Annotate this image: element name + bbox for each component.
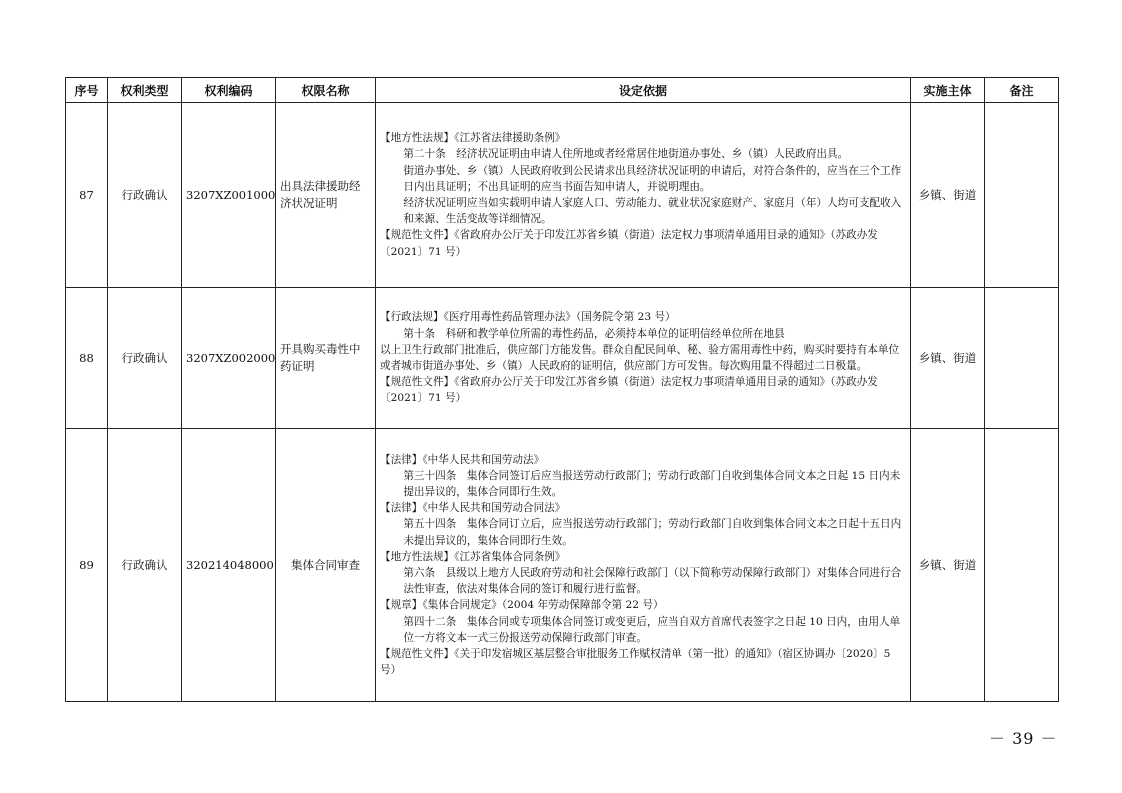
- basis-line: 【规范性文件】《关于印发宿城区基层整合审批服务工作赋权清单（第一批）的通知》（宿区协调办〔2020〕5 号）: [380, 648, 891, 677]
- basis-line: 第三十四条 集体合同签订后应当报送劳动行政部门；劳动行政部门自收到集体合同文本之日起 15 日内未提出异议的，集体合同即行生效。: [403, 469, 901, 498]
- cell-note: [985, 103, 1059, 288]
- basis-line: 以上卫生行政部门批准后，供应部门方能发售。群众自配民间单、秘、验方需用毒性中药，购买时要持有本单位或者城市街道办事处、乡（镇）人民政府的证明信，供应部门方可发售。每次购用量不得超过二日极量。: [380, 343, 900, 372]
- basis-line: 第十条 科研和教学单位所需的毒性药品，必须持本单位的证明信经单位所在地县: [403, 327, 785, 340]
- cell-seq: 88: [66, 288, 108, 429]
- cell-name: 出具法律援助经济状况证明: [276, 103, 376, 288]
- cell-code: 320214048000: [182, 429, 276, 702]
- table-row: [66, 103, 1059, 288]
- cell-basis: [376, 288, 911, 429]
- cell-name: 开具购买毒性中药证明: [276, 288, 376, 429]
- header-basis: 设定依据: [376, 78, 911, 103]
- basis-line: 第五十四条 集体合同订立后，应当报送劳动行政部门；劳动行政部门自收到集体合同文本之日起十五日内未提出异议的，集体合同即行生效。: [403, 518, 902, 547]
- cell-basis: [376, 103, 911, 288]
- basis-line: 【法律】《中华人民共和国劳动法》: [380, 453, 545, 466]
- header-name: 权限名称: [276, 78, 376, 103]
- basis-line: 街道办事处、乡（镇）人民政府收到公民请求出具经济状况证明的申请后，对符合条件的，应当在三个工作日内出具证明；不出具证明的应当书面告知申请人，并说明理由。: [403, 164, 902, 193]
- basis-line: 经济状况证明应当如实载明申请人家庭人口、劳动能力、就业状况家庭财产、家庭月（年）人均可支配收入和来源、生活变故等详细情况。: [403, 197, 902, 226]
- basis-line: 【法律】《中华人民共和国劳动合同法》: [380, 502, 566, 515]
- page-number: － 39 －: [989, 729, 1058, 748]
- header-code: 权利编码: [182, 78, 276, 103]
- basis-line: 第四十二条 集体合同或专项集体合同签订或变更后，应当自双方首席代表签字之日起 10 日内，由用人单位一方将文本一式三份报送劳动保障行政部门审查。: [403, 615, 901, 644]
- header-seq: 序号: [66, 78, 108, 103]
- basis-line: 【行政法规】《医疗用毒性药品管理办法》（国务院令第 23 号）: [380, 311, 676, 324]
- cell-seq: 89: [66, 429, 108, 702]
- header-body: 实施主体: [911, 78, 985, 103]
- cell-code: 3207XZ001000: [182, 103, 276, 288]
- basis-line: 【规范性文件】《省政府办公厅关于印发江苏省乡镇（街道）法定权力事项清单通用目录的通知》（苏政办发〔2021〕71 号）: [380, 229, 878, 258]
- basis-line: 【规章】《集体合同规定》（2004 年劳动保障部令第 22 号）: [380, 599, 664, 612]
- header-type: 权利类型: [108, 78, 182, 103]
- rights-table: [65, 77, 1059, 702]
- basis-line: 【规范性文件】《省政府办公厅关于印发江苏省乡镇（街道）法定权力事项清单通用目录的通知》（苏政办发〔2021〕71 号）: [380, 376, 878, 405]
- cell-basis: [376, 429, 911, 702]
- table-header-row: [66, 78, 1059, 103]
- cell-type: 行政确认: [108, 429, 182, 702]
- basis-line: 第二十条 经济状况证明由申请人住所地或者经常居住地街道办事处、乡（镇）人民政府出具。: [403, 148, 849, 161]
- cell-name: 集体合同审查: [276, 429, 376, 702]
- cell-code: 3207XZ002000: [182, 288, 276, 429]
- basis-line: 第六条 县级以上地方人民政府劳动和社会保障行政部门（以下简称劳动保障行政部门）对集体合同进行合法性审查，依法对集体合同的签订和履行进行监督。: [403, 567, 902, 596]
- table-row: [66, 429, 1059, 702]
- table-row: [66, 288, 1059, 429]
- cell-type: 行政确认: [108, 103, 182, 288]
- cell-seq: 87: [66, 103, 108, 288]
- cell-body: 乡镇、街道: [911, 429, 985, 702]
- cell-body: 乡镇、街道: [911, 288, 985, 429]
- header-note: 备注: [985, 78, 1059, 103]
- cell-type: 行政确认: [108, 288, 182, 429]
- cell-note: [985, 429, 1059, 702]
- cell-note: [985, 288, 1059, 429]
- basis-line: 【地方性法规】《江苏省集体合同条例》: [380, 550, 566, 563]
- basis-line: 【地方性法规】《江苏省法律援助条例》: [380, 132, 566, 145]
- cell-body: 乡镇、街道: [911, 103, 985, 288]
